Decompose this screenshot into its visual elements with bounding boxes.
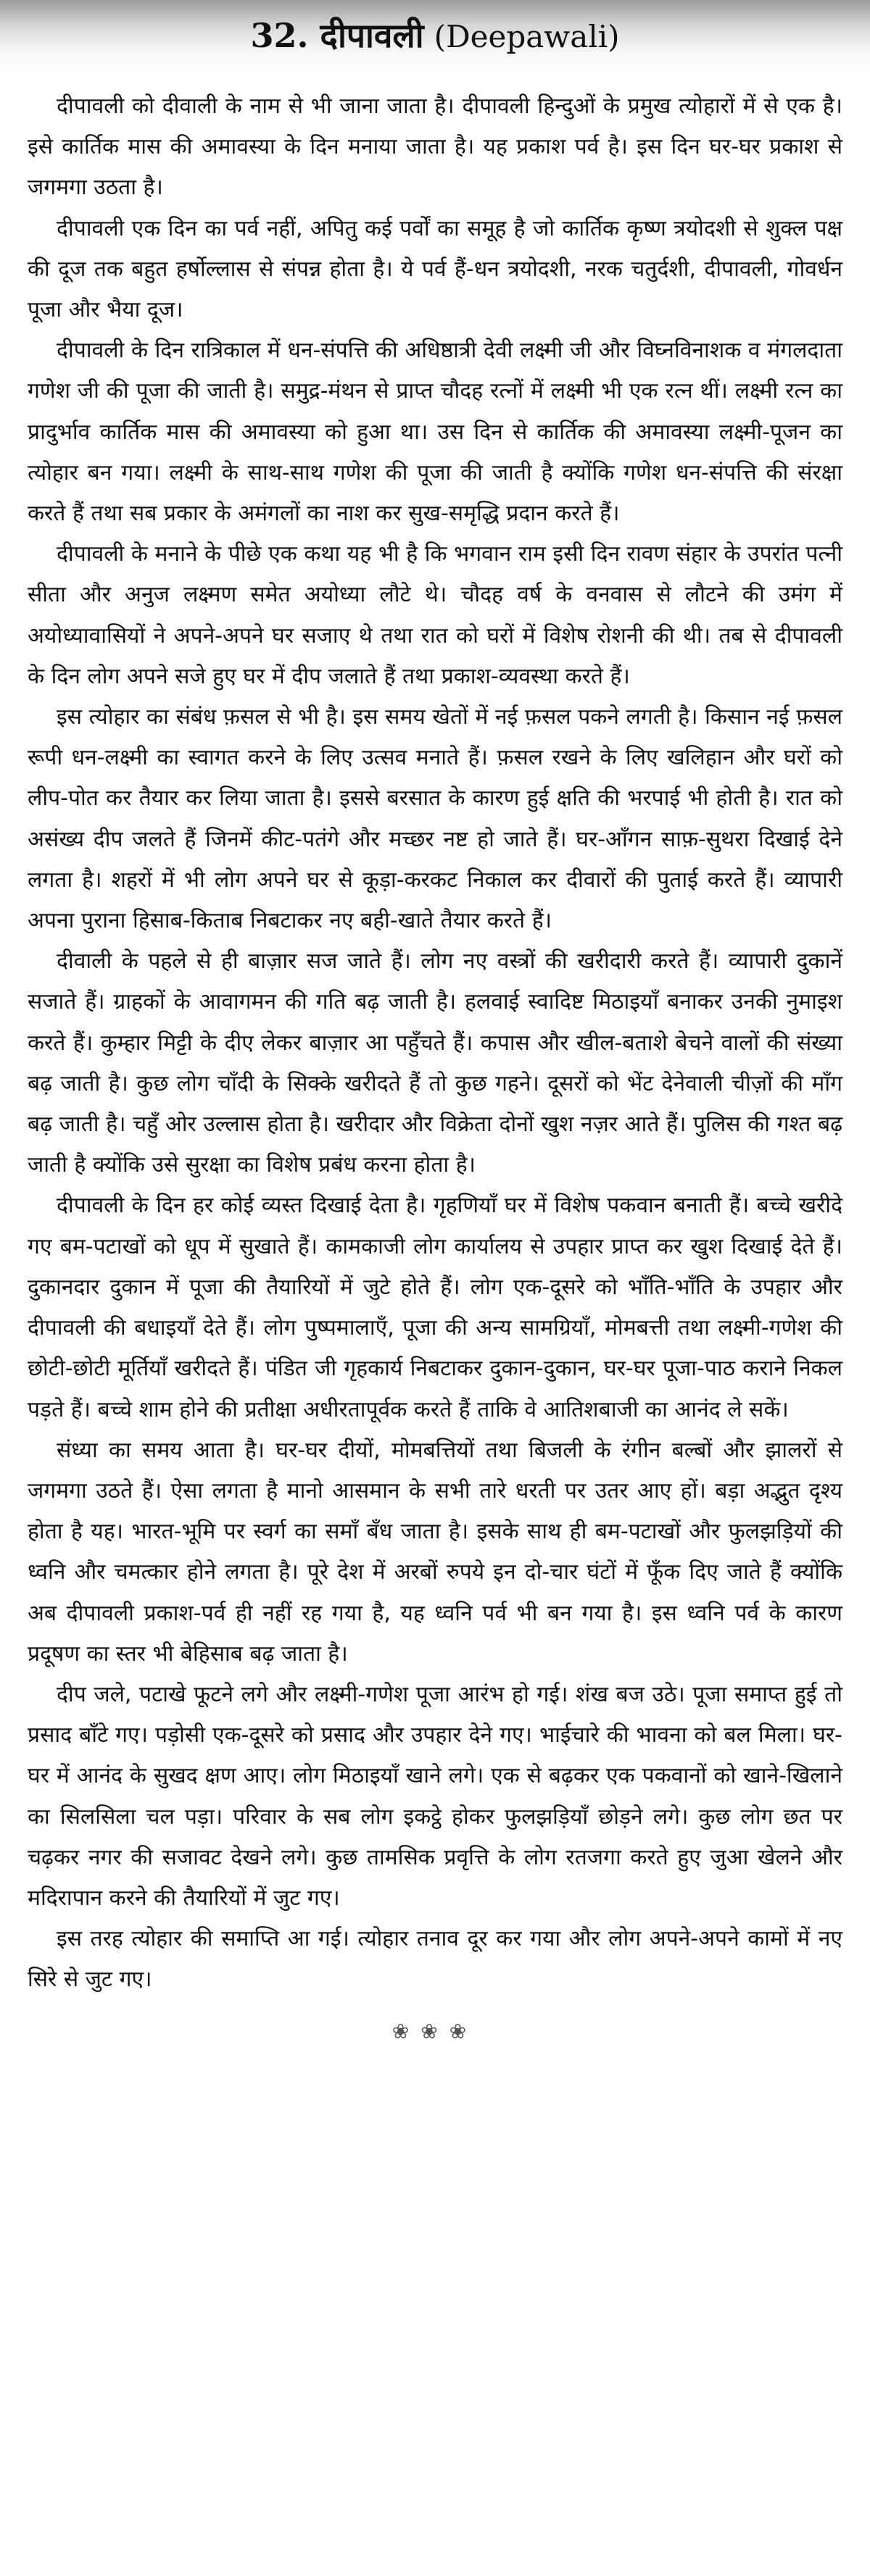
title-hindi: दीपावली <box>320 15 424 55</box>
page-title <box>250 12 619 57</box>
paragraph-6: दीवाली के पहले से ही बाज़ार सज जाते हैं। लोग नए वस्त्रों की खरीदारी करते हैं। व्यापारी दुकानें सजाते हैं। ग्राहकों के आवागमन की गति बढ़ जाती है। हलवाई स्वादिष्ट मिठाइयाँ बनाकर उनकी नुमाइश करते हैं। कुम्हार मिट्टी के दीए लेकर बाज़ार आ पहुँचते हैं। कपास और खील-बताशे बेचने वालों की संख्या बढ़ जाती है। कुछ लोग चाँदी के सिक्के खरीदते हैं तो कुछ गहने। दूसरों को भेंट देनेवाली चीज़ों की माँग बढ़ जाती है। चहुँ ओर उल्लास होता है। खरीदार और विक्रेता दोनों खुश नज़र आते हैं। पुलिस की गश्त बढ़ जाती है क्योंकि उसे सुरक्षा का विशेष प्रबंध करना होता है। <box>28 949 842 1178</box>
paragraph-10: इस तरह त्योहार की समाप्ति आ गई। त्योहार तनाव दूर कर गया और लोग अपने-अपने कामों में नए सिरे से जुट गए। <box>28 1926 842 1993</box>
paragraph-3: दीपावली के दिन रात्रिकाल में धन-संपत्ति की अधिष्ठात्री देवी लक्ष्मी जी और विघ्नविनाशक व मंगलदाता गणेश जी की पूजा की जाती है। समुद्र-मंथन से प्राप्त चौदह रत्नों में लक्ष्मी भी एक रत्न थीं। लक्ष्मी रत्न का प्रादुर्भाव कार्तिक मास की अमावस्या को हुआ था। उस दिन से कार्तिक की अमावस्या लक्ष्मी-पूजन का त्योहार बन गया। लक्ष्मी के साथ-साथ गणेश की पूजा की जाती है क्योंकि गणेश धन-संपत्ति की संरक्षा करते हैं तथा सब प्रकार के अमंगलों का नाश कर सुख-समृद्धि प्रदान करते हैं। <box>28 338 842 527</box>
paragraph-1: दीपावली को दीवाली के नाम से भी जाना जाता है। दीपावली हिन्दुओं के प्रमुख त्योहारों में से एक है। इसे कार्तिक मास की अमावस्या के दिन मनाया जाता है। यह प्रकाश पर्व है। इस दिन घर-घर प्रकाश से जगमगा उठता है। <box>28 93 842 201</box>
paragraph-7: दीपावली के दिन हर कोई व्यस्त दिखाई देता है। गृहणियाँ घर में विशेष पकवान बनाती हैं। बच्चे खरीदे गए बम-पटाखों को धूप में सुखाते हैं। कामकाजी लोग कार्यालय से उपहार प्राप्त कर खुश दिखाई देते हैं। दुकानदार दुकान में पूजा की तैयारियों में जुटे होते हैं। लोग एक-दूसरे को भाँति-भाँति के उपहार और दीपावली की बधाइयाँ देते हैं। लोग पुष्पमालाएँ, पूजा की अन्य सामग्रियाँ, मोमबत्ती तथा लक्ष्मी-गणेश की छोटी-छोटी मूर्तियाँ खरीदते हैं। पंडित जी गृहकार्य निबटाकर दुकान-दुकान, घर-घर पूजा-पाठ कराने निकल पड़ते हैं। बच्चे शाम होने की प्रतीक्षा अधीरतापूर्वक करते हैं ताकि वे आतिशबाजी का आनंद ले सकें। <box>28 1193 842 1422</box>
flower-ornament-icon: ❀❀❀ <box>392 2019 478 2043</box>
paragraph-4: दीपावली के मनाने के पीछे एक कथा यह भी है कि भगवान राम इसी दिन रावण संहार के उपरांत पत्नी सीता और अनुज लक्ष्मण समेत अयोध्या लौटे थे। चौदह वर्ष के वनवास से लौटने की उमंग में अयोध्यावासियों ने अपने-अपने घर सजाए थे तथा रात को घरों में विशेष रोशनी की थी। तब से दीपावली के दिन लोग अपने सजे हुए घर में दीप जलाते हैं तथा प्रकाश-व्यवस्था करते हैं। <box>28 541 842 689</box>
paragraph-2: दीपावली एक दिन का पर्व नहीं, अपितु कई पर्वों का समूह है जो कार्तिक कृष्ण त्रयोदशी से शुक्ल पक्ष की दूज तक बहुत हर्षोल्लास से संपन्न होता है। ये पर्व हैं-धन त्रयोदशी, नरक चतुर्दशी, दीपावली, गोवर्धन पूजा और भैया दूज। <box>28 215 842 323</box>
title-bar <box>0 0 870 69</box>
title-english: (Deepawali) <box>434 18 620 54</box>
paragraph-8: संध्या का समय आता है। घर-घर दीयों, मोमबत्तियों तथा बिजली के रंगीन बल्बों और झालरों से जगमगा उठते हैं। ऐसा लगता है मानो आसमान के सभी तारे धरती पर उतर आए हों। बड़ा अद्भुत दृश्य होता है यह। भारत-भूमि पर स्वर्ग का समाँ बँध जाता है। इसके साथ ही बम-पटाखों और फुलझड़ियों की ध्वनि और चमत्कार होने लगता है। पूरे देश में अरबों रुपये इन दो-चार घंटों में फूँक दिए जाते हैं क्योंकि अब दीपावली प्रकाश-पर्व ही नहीं रह गया है, यह ध्वनि पर्व भी बन गया है। इस ध्वनि पर्व के कारण प्रदूषण का स्तर भी बेहिसाब बढ़ जाता है। <box>28 1437 842 1667</box>
paragraph-5: इस त्योहार का संबंध फ़सल से भी है। इस समय खेतों में नई फ़सल पकने लगती है। किसान नई फ़सल रूपी धन-लक्ष्मी का स्वागत करने के लिए उत्सव मनाते हैं। फ़सल रखने के लिए खलिहान और घरों को लीप-पोत कर तैयार कर लिया जाता है। इससे बरसात के कारण हुई क्षति की भरपाई भी होती है। रात को असंख्य दीप जलते हैं जिनमें कीट-पतंगे और मच्छर नष्ट हो जाते हैं। घर-आँगन साफ़-सुथरा दिखाई देने लगता है। शहरों में भी लोग अपने घर से कूड़ा-करकट निकाल कर दीवारों की पुताई करते हैं। व्यापारी अपना पुराना हिसाब-किताब निबटाकर नए बही-खाते तैयार करते हैं। <box>28 704 842 934</box>
essay-number: 32. <box>250 15 309 55</box>
essay-body <box>28 86 842 2001</box>
paragraph-9: दीप जले, पटाखे फूटने लगे और लक्ष्मी-गणेश पूजा आरंभ हो गई। शंख बज उठे। पूजा समाप्त हुई तो प्रसाद बाँटे गए। पड़ोसी एक-दूसरे को प्रसाद और उपहार देने गए। भाईचारे की भावना को बल मिला। घर-घर में आनंद के सुखद क्षण आए। लोग मिठाइयाँ खाने लगे। एक से बढ़कर एक पकवानों को खाने-खिलाने का सिलसिला चल पड़ा। परिवार के सब लोग इकट्ठे होकर फुलझड़ियाँ छोड़ने लगे। कुछ लोग छत पर चढ़कर नगर की सजावट देखने लगे। कुछ तामसिक प्रवृत्ति के लोग रतजगा करते हुए जुआ खेलने और मदिरापान करने की तैयारियों में जुट गए। <box>28 1681 842 1911</box>
